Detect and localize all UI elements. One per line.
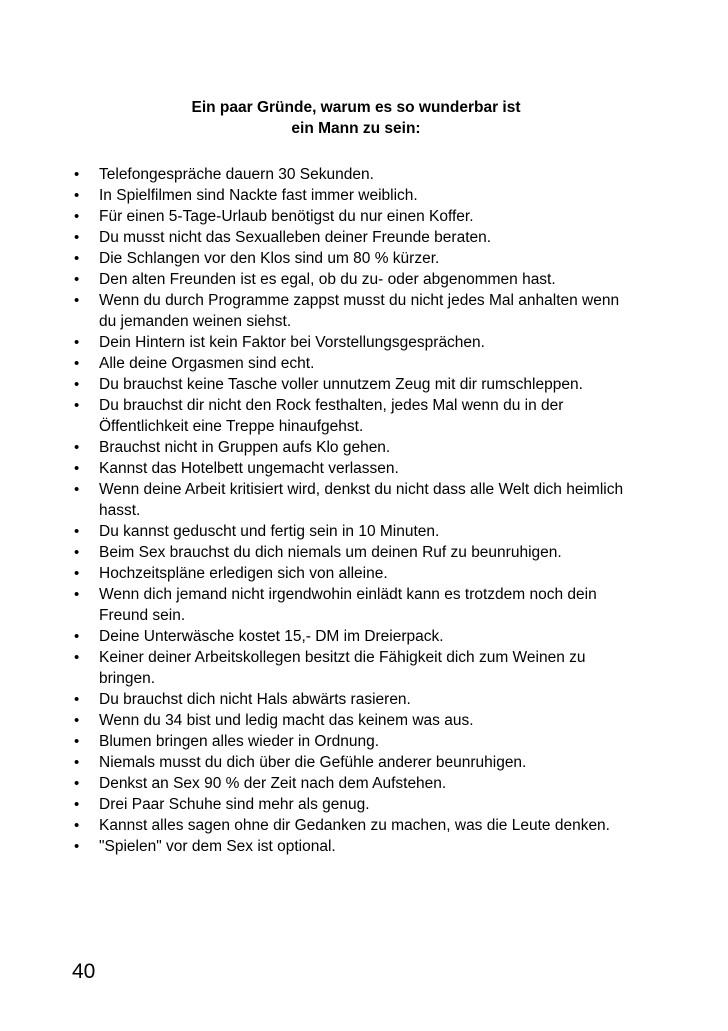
bullet-icon: • xyxy=(74,754,80,771)
list-item xyxy=(72,269,632,290)
list-item xyxy=(72,710,632,731)
list-item xyxy=(72,626,632,647)
list-item-text: Keiner deiner Arbeitskollegen besitzt die Fähigkeit dich zum Weinen zu bringen. xyxy=(99,649,586,687)
bullet-icon: • xyxy=(74,271,80,288)
bullet-icon: • xyxy=(74,397,80,414)
list-item xyxy=(72,458,632,479)
title-line-2: ein Mann zu sein: xyxy=(291,120,421,137)
list-item xyxy=(72,206,632,227)
list-item xyxy=(72,542,632,563)
list-item xyxy=(72,836,632,857)
list-item-text: Denkst an Sex 90 % der Zeit nach dem Aufstehen. xyxy=(99,775,447,792)
list-item xyxy=(72,164,632,185)
page-title xyxy=(0,97,712,139)
list-item-text: Für einen 5-Tage-Urlaub benötigst du nur einen Koffer. xyxy=(99,208,474,225)
list-item xyxy=(72,185,632,206)
list-item xyxy=(72,290,632,332)
list-item xyxy=(72,731,632,752)
list-item-text: Wenn du durch Programme zappst musst du nicht jedes Mal anhalten wenn du jemanden weinen siehst. xyxy=(99,292,620,330)
bullet-icon: • xyxy=(74,712,80,729)
list-item-text: Du brauchst dir nicht den Rock festhalten, jedes Mal wenn du in der Öffentlichkeit eine Treppe hinaufgehst. xyxy=(99,397,564,435)
list-item xyxy=(72,374,632,395)
bullet-icon: • xyxy=(74,208,80,225)
bullet-icon: • xyxy=(74,250,80,267)
bullet-icon: • xyxy=(74,691,80,708)
list-item-text: Kannst alles sagen ohne dir Gedanken zu machen, was die Leute denken. xyxy=(99,817,610,834)
list-item-text: Du brauchst keine Tasche voller unnutzem Zeug mit dir rumschleppen. xyxy=(99,376,583,393)
bullet-icon: • xyxy=(74,187,80,204)
list-item-text: In Spielfilmen sind Nackte fast immer weiblich. xyxy=(99,187,418,204)
bullet-icon: • xyxy=(74,355,80,372)
list-item-text: Den alten Freunden ist es egal, ob du zu- oder abgenommen hast. xyxy=(99,271,556,288)
list-item xyxy=(72,395,632,437)
list-item-text: Wenn du 34 bist und ledig macht das keinem was aus. xyxy=(99,712,474,729)
bullet-icon: • xyxy=(74,817,80,834)
list-item xyxy=(72,248,632,269)
bullet-icon: • xyxy=(74,439,80,456)
list-item-text: Dein Hintern ist kein Faktor bei Vorstellungsgesprächen. xyxy=(99,334,485,351)
list-item-text: Blumen bringen alles wieder in Ordnung. xyxy=(99,733,380,750)
bullet-icon: • xyxy=(74,334,80,351)
list-item xyxy=(72,752,632,773)
list-item-text: Niemals musst du dich über die Gefühle anderer beunruhigen. xyxy=(99,754,527,771)
list-item xyxy=(72,563,632,584)
list-item xyxy=(72,647,632,689)
list-item xyxy=(72,479,632,521)
list-item xyxy=(72,437,632,458)
title-line-1: Ein paar Gründe, warum es so wunderbar ist xyxy=(191,99,521,116)
list-item-text: Die Schlangen vor den Klos sind um 80 % kürzer. xyxy=(99,250,440,267)
bullet-icon: • xyxy=(74,292,80,309)
list-item-text: Beim Sex brauchst du dich niemals um deinen Ruf zu beunruhigen. xyxy=(99,544,562,561)
list-item-text: Kannst das Hotelbett ungemacht verlassen. xyxy=(99,460,399,477)
bullet-icon: • xyxy=(74,544,80,561)
bullet-icon: • xyxy=(74,838,80,855)
bullet-icon: • xyxy=(74,166,80,183)
bullet-icon: • xyxy=(74,460,80,477)
bullet-icon: • xyxy=(74,565,80,582)
list-item-text: Du musst nicht das Sexualleben deiner Freunde beraten. xyxy=(99,229,492,246)
list-item-text: Alle deine Orgasmen sind echt. xyxy=(99,355,315,372)
bullet-icon: • xyxy=(74,376,80,393)
list-item-text: Du kannst geduscht und fertig sein in 10 Minuten. xyxy=(99,523,440,540)
bullet-icon: • xyxy=(74,796,80,813)
list-item xyxy=(72,689,632,710)
list-item xyxy=(72,332,632,353)
bullet-icon: • xyxy=(74,733,80,750)
list-item xyxy=(72,584,632,626)
reason-list xyxy=(72,164,632,857)
list-item-text: Du brauchst dich nicht Hals abwärts rasieren. xyxy=(99,691,411,708)
list-item xyxy=(72,794,632,815)
bullet-icon: • xyxy=(74,586,80,603)
list-item xyxy=(72,773,632,794)
list-item xyxy=(72,521,632,542)
bullet-icon: • xyxy=(74,628,80,645)
bullet-icon: • xyxy=(74,649,80,666)
bullet-icon: • xyxy=(74,481,80,498)
list-item xyxy=(72,815,632,836)
page-number: 40 xyxy=(72,960,96,983)
bullet-icon: • xyxy=(74,229,80,246)
bullet-icon: • xyxy=(74,523,80,540)
list-item-text: "Spielen" vor dem Sex ist optional. xyxy=(99,838,336,855)
list-item xyxy=(72,227,632,248)
list-item-text: Drei Paar Schuhe sind mehr als genug. xyxy=(99,796,370,813)
list-item-text: Wenn deine Arbeit kritisiert wird, denkst du nicht dass alle Welt dich heimlich hasst. xyxy=(99,481,624,519)
list-item-text: Hochzeitspläne erledigen sich von alleine. xyxy=(99,565,388,582)
bullet-icon: • xyxy=(74,775,80,792)
list-item-text: Wenn dich jemand nicht irgendwohin einlädt kann es trotzdem noch dein Freund sein. xyxy=(99,586,597,624)
list-item-text: Brauchst nicht in Gruppen aufs Klo gehen. xyxy=(99,439,391,456)
list-item xyxy=(72,353,632,374)
list-item-text: Deine Unterwäsche kostet 15,- DM im Dreierpack. xyxy=(99,628,444,645)
list-item-text: Telefongespräche dauern 30 Sekunden. xyxy=(99,166,374,183)
